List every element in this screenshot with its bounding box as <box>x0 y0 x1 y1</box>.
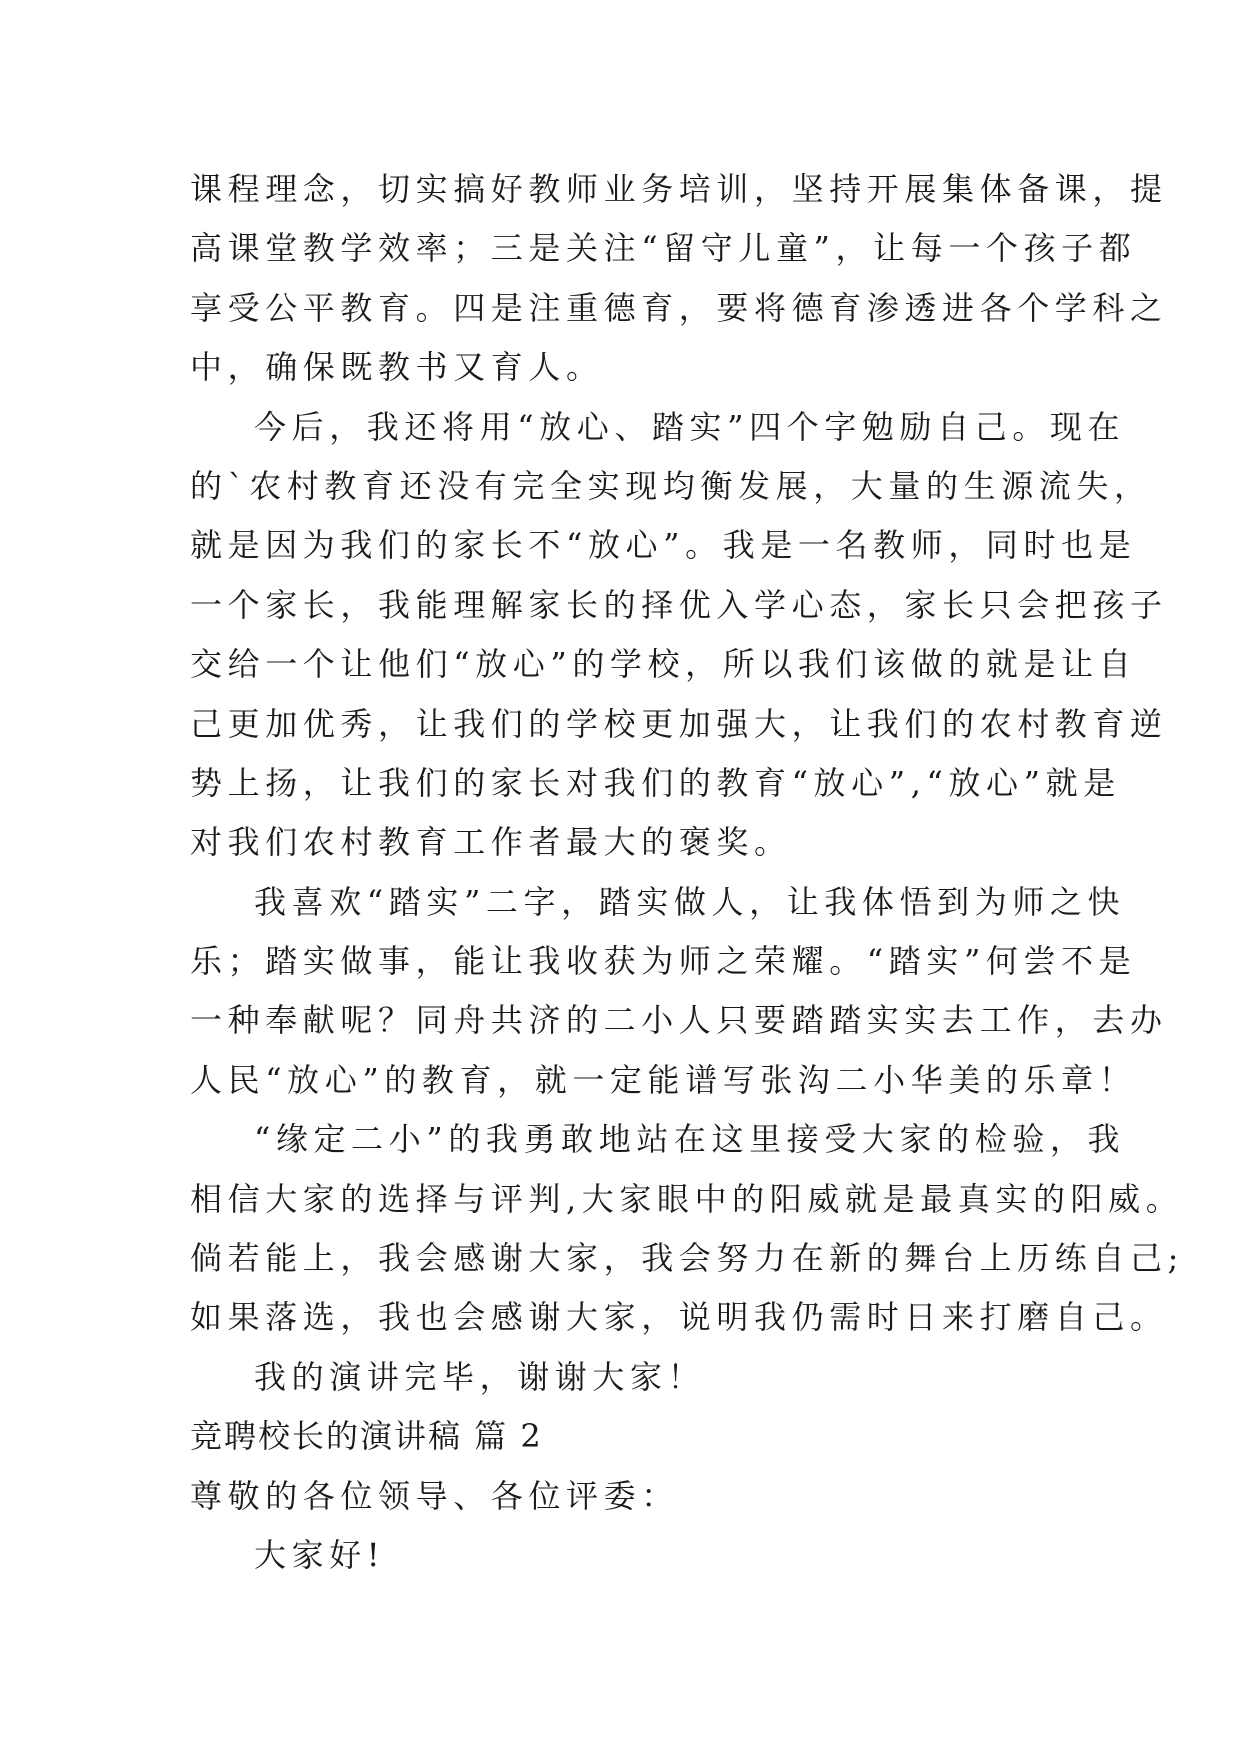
text-line: 势上扬，让我们的家长对我们的教育“放心”,“放心”就是 <box>190 763 1121 802</box>
text-line: 高课堂教学效率；三是关注“留守儿童”，让每一个孩子都 <box>190 229 1137 268</box>
paragraph-start-line: 我喜欢“踏实”二字，踏实做人，让我体悟到为师之快 <box>254 882 1126 921</box>
speech-text <box>190 160 1184 1585</box>
text-line: 己更加优秀，让我们的学校更加强大，让我们的农村教育逆 <box>190 704 1168 743</box>
text-line: 相信大家的选择与评判,大家眼中的阳威就是最真实的阳威。 <box>190 1179 1184 1218</box>
text-line: 一个家长，我能理解家长的择优入学心态，家长只会把孩子 <box>190 585 1168 624</box>
text-line: 倘若能上，我会感谢大家，我会努力在新的舞台上历练自己; <box>190 1239 1184 1278</box>
closing-line: 我的演讲完毕，谢谢大家！ <box>254 1357 706 1396</box>
section-title: 竞聘校长的演讲稿 篇 2 <box>190 1417 543 1456</box>
text-line: 一种奉献呢？同舟共济的二小人只要踏踏实实去工作，去办 <box>190 1001 1168 1040</box>
text-line: 对我们农村教育工作者最大的褒奖。 <box>190 823 792 862</box>
paragraph-start-line: “缘定二小”的我勇敢地站在这里接受大家的检验，我 <box>254 1120 1126 1159</box>
text-line: 乐；踏实做事，能让我收获为师之荣耀。“踏实”何尝不是 <box>190 942 1137 981</box>
greeting: 大家好! <box>254 1535 386 1574</box>
text-line: 中，确保既教书又育人。 <box>190 348 604 387</box>
text-line: 课程理念，切实搞好教师业务培训，坚持开展集体备课，提 <box>190 170 1168 208</box>
text-line: 就是因为我们的家长不“放心”。我是一名教师，同时也是 <box>190 526 1137 565</box>
text-line: 交给一个让他们“放心”的学校，所以我们该做的就是让自 <box>190 645 1137 684</box>
salutation: 尊敬的各位领导、各位评委： <box>190 1476 679 1515</box>
text-line: 人民“放心”的教育，就一定能谱写张沟二小华美的乐章！ <box>190 1060 1137 1099</box>
text-line: 的`农村教育还没有完全实现均衡发展，大量的生源流失， <box>190 466 1152 505</box>
text-line: 享受公平教育。四是注重德育，要将德育渗透进各个学科之 <box>190 288 1168 327</box>
paragraph-start-line: 今后，我还将用“放心、踏实”四个字勉励自己。现在 <box>254 407 1126 446</box>
text-line: 如果落选，我也会感谢大家，说明我仍需时日来打磨自己。 <box>190 1298 1168 1337</box>
